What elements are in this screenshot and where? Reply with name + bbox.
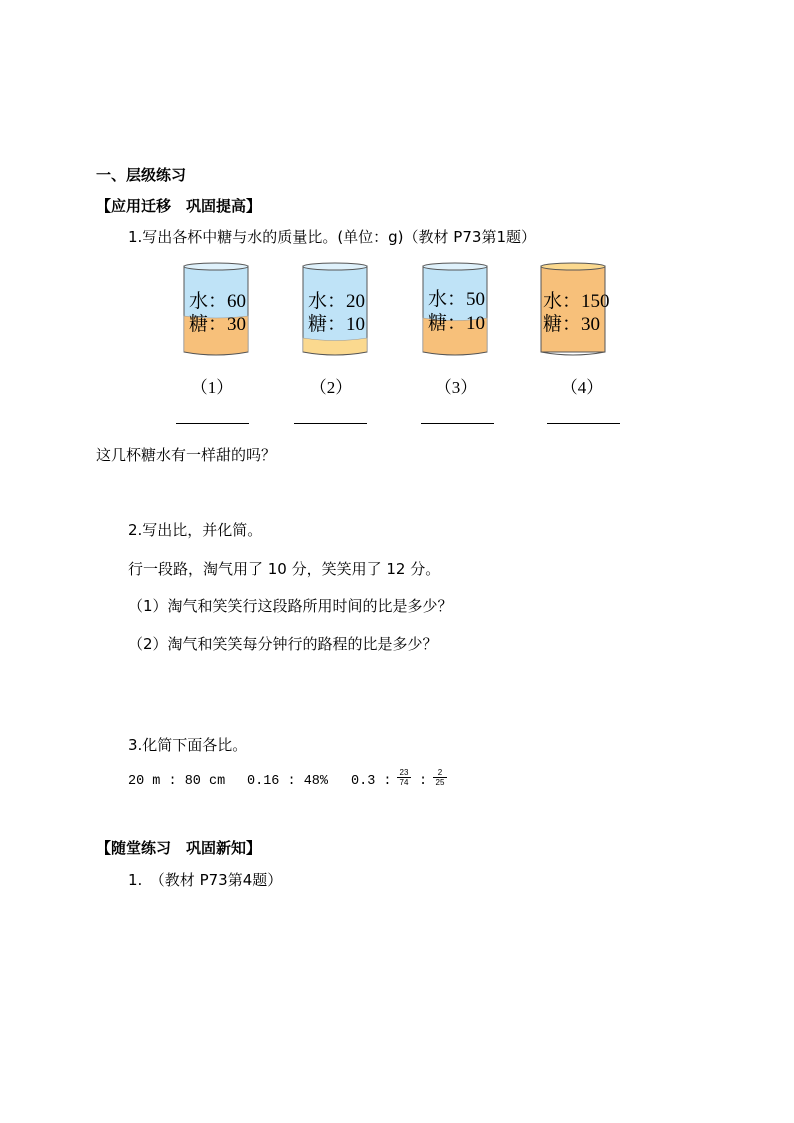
cup-4-label: （4） [560,378,604,397]
q2-text: 2.写出比，并化简。 [128,521,263,539]
q3-fraction-2-numerator: 2 [433,768,447,778]
cup-4-sugar: 糖：30 [543,314,601,335]
answer-blank-1[interactable] [176,423,249,424]
q2-sub1: （1）淘气和笑笑行这段路所用时间的比是多少？ [128,597,453,615]
section-b-title: 【随堂练习 巩固新知】 [96,839,262,857]
cup-2-water: 水：20 [308,291,366,312]
q2-context: 行一段路，淘气用了 10 分，笑笑用了 12 分。 [128,560,441,578]
cup-1-water: 水：60 [189,291,247,312]
q3-fraction-2 [433,768,447,787]
q1-text: 1.写出各杯中糖与水的质量比。(单位：g)（教材 P73第1题） [128,228,536,246]
cup-1-label: （1） [190,378,234,397]
cup-2 [302,262,368,358]
answer-blank-3[interactable] [421,423,494,424]
cup-1-sugar: 糖：30 [189,314,247,335]
q3-fraction-2-denominator: 25 [435,778,445,787]
cup-3-water: 水：50 [428,289,486,310]
cup-2-label: （2） [309,378,353,397]
q3-item-3-prefix: 0.3 : [351,774,392,789]
q1-followup: 这几杯糖水有一样甜的吗？ [96,446,277,464]
q3-item-2: 0.16 : 48% [247,774,329,789]
cup-3-graphic [422,262,488,358]
q3-item-3-separator: : [419,774,428,789]
q3-item-1: 20 m : 80 cm [128,774,226,789]
cup-3 [422,262,488,358]
q3-text: 3.化简下面各比。 [128,736,248,754]
cup-3-label: （3） [434,378,478,397]
cup-4 [540,262,610,358]
q3-fraction-1-numerator: 23 [397,768,411,778]
cup-2-sugar: 糖：10 [308,314,366,335]
section-b-q1: 1. （教材 P73第4题） [128,871,283,889]
section-heading: 一、层级练习 [96,166,187,184]
q3-fraction-1 [397,768,411,787]
answer-blank-4[interactable] [547,423,620,424]
q2-sub2: （2）淘气和笑笑每分钟行的路程的比是多少？ [128,635,438,653]
cup-3-sugar: 糖：10 [428,313,486,334]
q3-fraction-1-denominator: 74 [399,778,409,787]
cup-4-water: 水：150 [543,291,610,312]
section-a-title: 【应用迁移 巩固提高】 [96,197,262,215]
cup-1 [183,262,249,358]
answer-blank-2[interactable] [294,423,367,424]
